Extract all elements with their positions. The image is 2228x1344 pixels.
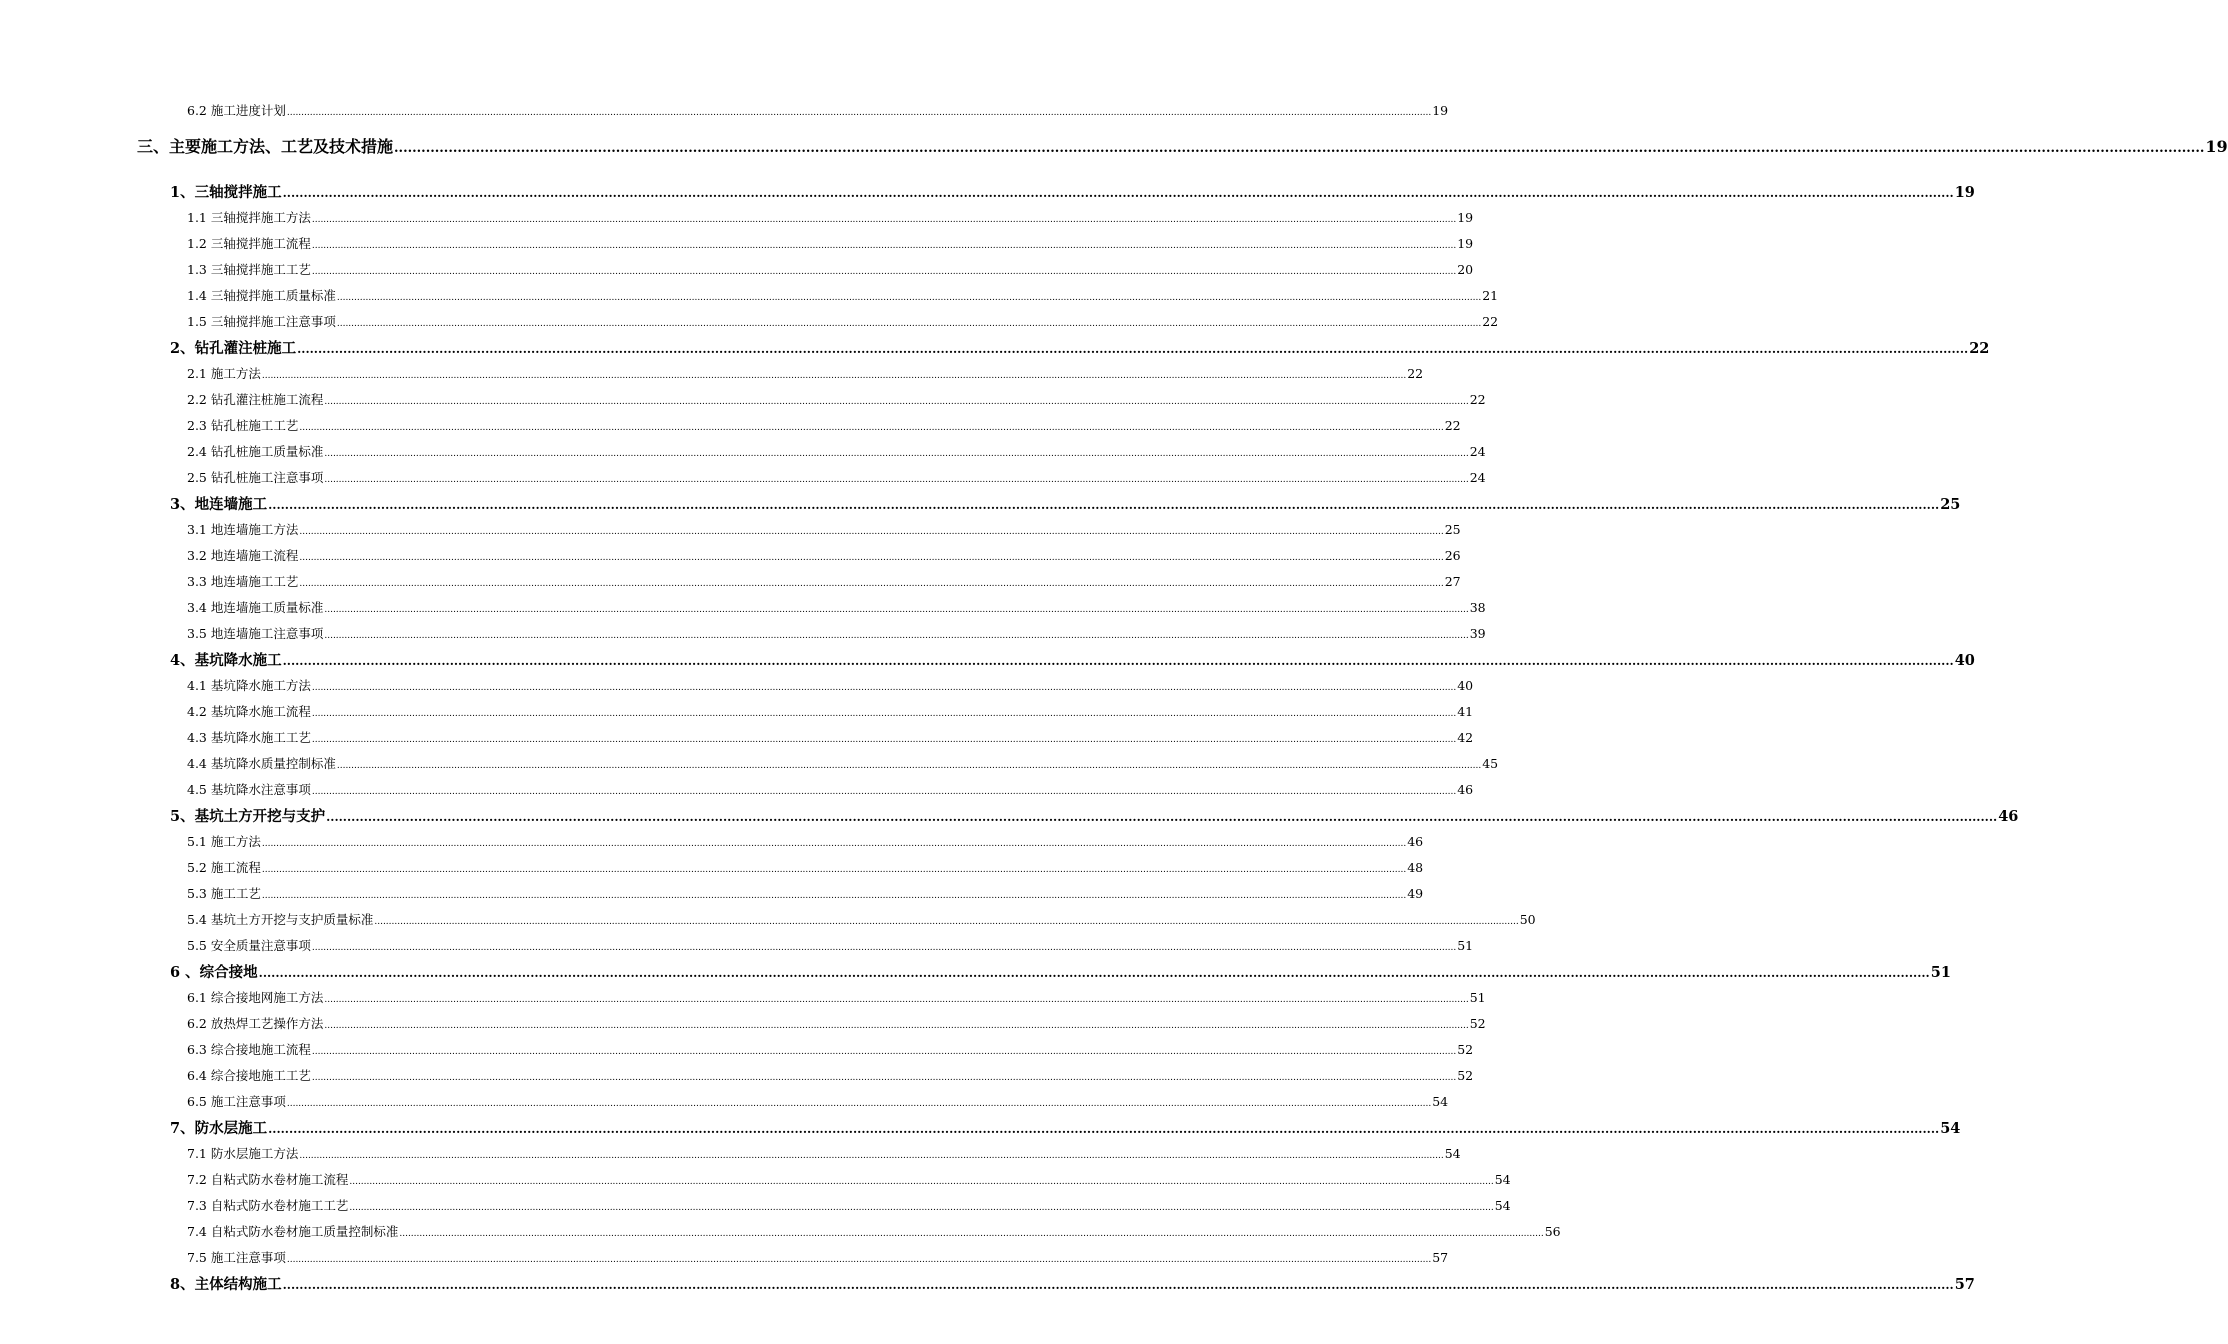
dot-leader: ................................................................................................................................................................................................................................................................................................................................................................................................................ xyxy=(311,787,1457,797)
toc-page-number: 46 xyxy=(1407,834,1424,849)
toc-subsection[interactable] xyxy=(187,208,1474,226)
toc-page-number: 54 xyxy=(1444,1146,1461,1161)
toc-section[interactable] xyxy=(170,805,2019,826)
dot-leader: ................................................................................................................................................................................................................................................................................................................................................................................................................ xyxy=(261,839,1407,849)
toc-page-number: 38 xyxy=(1469,600,1486,615)
toc-page-number: 19 xyxy=(1457,236,1474,251)
toc-subsection[interactable] xyxy=(187,780,1474,798)
toc-page-number: 19 xyxy=(1954,184,1975,201)
toc-subsection[interactable] xyxy=(187,988,1486,1006)
dot-leader: ................................................................................................................................................................................................................................................................................................................................................................................................................ xyxy=(286,108,1432,118)
toc-entry-title: 4.2 基坑降水施工流程 xyxy=(187,704,311,719)
dot-leader: ................................................................................................................................................................................................................................................................................................................................................................................................................ xyxy=(299,553,1444,563)
dot-leader: ................................................................................................................................................................................................................................................................................................................................................................................................................ xyxy=(258,966,1930,980)
toc-entry-title: 5.1 施工方法 xyxy=(187,834,261,849)
dot-leader: ................................................................................................................................................................................................................................................................................................................................................................................................................ xyxy=(324,631,1469,641)
toc-entry-title: 3.4 地连墙施工质量标准 xyxy=(187,600,324,615)
toc-subsection[interactable] xyxy=(187,520,1461,538)
toc-subsection[interactable] xyxy=(187,1092,1449,1110)
toc-page-number: 25 xyxy=(1444,522,1461,537)
toc-page-number: 22 xyxy=(1444,418,1461,433)
toc-entry-title: 2、钻孔灌注桩施工 xyxy=(170,340,297,357)
toc-section[interactable] xyxy=(170,1117,1961,1138)
toc-page-number: 54 xyxy=(1940,1120,1961,1137)
toc-entry-title: 1.1 三轴搅拌施工方法 xyxy=(187,210,311,225)
toc-entry-title: 2.2 钻孔灌注桩施工流程 xyxy=(187,392,324,407)
toc-page-number: 26 xyxy=(1444,548,1461,563)
dot-leader: ................................................................................................................................................................................................................................................................................................................................................................................................................ xyxy=(311,267,1457,277)
toc-page-number: 42 xyxy=(1457,730,1474,745)
toc-entry-title: 2.5 钻孔桩施工注意事项 xyxy=(187,470,324,485)
toc-section[interactable] xyxy=(170,649,1975,670)
dot-leader: ................................................................................................................................................................................................................................................................................................................................................................................................................ xyxy=(311,215,1457,225)
dot-leader: ................................................................................................................................................................................................................................................................................................................................................................................................................ xyxy=(286,1255,1432,1265)
dot-leader: ................................................................................................................................................................................................................................................................................................................................................................................................................ xyxy=(324,449,1469,459)
dot-leader: ................................................................................................................................................................................................................................................................................................................................................................................................................ xyxy=(299,1151,1444,1161)
toc-page-number: 19 xyxy=(2205,137,2228,156)
toc-entry-title: 7、防水层施工 xyxy=(170,1120,268,1137)
toc-entry-title: 7.3 自粘式防水卷材施工工艺 xyxy=(187,1198,349,1213)
toc-subsection[interactable] xyxy=(187,1170,1511,1188)
toc-entry-title: 3.2 地连墙施工流程 xyxy=(187,548,299,563)
dot-leader: ................................................................................................................................................................................................................................................................................................................................................................................................................ xyxy=(297,342,1969,356)
toc-subsection[interactable] xyxy=(187,416,1461,434)
toc-entry-title: 6.5 施工注意事项 xyxy=(187,1094,286,1109)
toc-entry-title: 7.4 自粘式防水卷材施工质量控制标准 xyxy=(187,1224,399,1239)
toc-page-number: 40 xyxy=(1954,652,1975,669)
toc-page-number: 24 xyxy=(1469,444,1486,459)
dot-leader: ................................................................................................................................................................................................................................................................................................................................................................................................................ xyxy=(349,1203,1494,1213)
toc-page-number: 56 xyxy=(1544,1224,1561,1239)
toc-entry-title: 4.1 基坑降水施工方法 xyxy=(187,678,311,693)
dot-leader: ................................................................................................................................................................................................................................................................................................................................................................................................................ xyxy=(349,1177,1494,1187)
toc-page-number: 51 xyxy=(1457,938,1474,953)
toc-page-number: 46 xyxy=(1998,808,2019,825)
toc-entry-title: 5.4 基坑土方开挖与支护质量标准 xyxy=(187,912,374,927)
toc-page-number: 22 xyxy=(1407,366,1424,381)
toc-subsection[interactable] xyxy=(187,286,1499,304)
toc-chapter[interactable] xyxy=(137,134,2228,157)
toc-entry-title: 3.1 地连墙施工方法 xyxy=(187,522,299,537)
toc-page-number: 19 xyxy=(1457,210,1474,225)
toc-page-number: 52 xyxy=(1457,1042,1474,1057)
dot-leader: ................................................................................................................................................................................................................................................................................................................................................................................................................ xyxy=(336,319,1482,329)
dot-leader: ................................................................................................................................................................................................................................................................................................................................................................................................................ xyxy=(299,579,1444,589)
toc-entry-title: 2.1 施工方法 xyxy=(187,366,261,381)
toc-subsection[interactable] xyxy=(187,1144,1461,1162)
toc-page-number: 41 xyxy=(1457,704,1474,719)
dot-leader: ................................................................................................................................................................................................................................................................................................................................................................................................................ xyxy=(261,891,1407,901)
toc-subsection[interactable] xyxy=(187,1196,1511,1214)
toc-subsection[interactable] xyxy=(187,101,1449,119)
toc-subsection[interactable] xyxy=(187,1248,1449,1266)
toc-page-number: 57 xyxy=(1432,1250,1449,1265)
toc-entry-title: 6.3 综合接地施工流程 xyxy=(187,1042,311,1057)
toc-entry-title: 5.2 施工流程 xyxy=(187,860,261,875)
toc-page-number: 54 xyxy=(1494,1198,1511,1213)
toc-subsection[interactable] xyxy=(187,728,1474,746)
toc-page-number: 46 xyxy=(1457,782,1474,797)
toc-subsection[interactable] xyxy=(187,884,1424,902)
dot-leader: ................................................................................................................................................................................................................................................................................................................................................................................................................ xyxy=(336,761,1482,771)
toc-entry-title: 3.3 地连墙施工工艺 xyxy=(187,574,299,589)
toc-subsection[interactable] xyxy=(187,936,1474,954)
toc-entry-title: 4、基坑降水施工 xyxy=(170,652,282,669)
toc-entry-title: 5、基坑土方开挖与支护 xyxy=(170,808,326,825)
toc-entry-title: 1、三轴搅拌施工 xyxy=(170,184,282,201)
toc-entry-title: 6.2 施工进度计划 xyxy=(187,103,286,118)
toc-subsection[interactable] xyxy=(187,546,1461,564)
toc-subsection[interactable] xyxy=(187,1222,1561,1240)
toc-entry-title: 三、主要施工方法、工艺及技术措施 xyxy=(137,137,394,156)
toc-subsection[interactable] xyxy=(187,234,1474,252)
dot-leader: ................................................................................................................................................................................................................................................................................................................................................................................................................ xyxy=(311,683,1457,693)
toc-subsection[interactable] xyxy=(187,702,1474,720)
toc-entry-title: 3.5 地连墙施工注意事项 xyxy=(187,626,324,641)
toc-entry-title: 1.5 三轴搅拌施工注意事项 xyxy=(187,314,336,329)
toc-subsection[interactable] xyxy=(187,390,1486,408)
toc-page-number: 21 xyxy=(1482,288,1499,303)
toc-page-number: 52 xyxy=(1469,1016,1486,1031)
toc-subsection[interactable] xyxy=(187,364,1424,382)
dot-leader: ................................................................................................................................................................................................................................................................................................................................................................................................................ xyxy=(299,527,1444,537)
dot-leader: ................................................................................................................................................................................................................................................................................................................................................................................................................ xyxy=(374,917,1519,927)
dot-leader: ................................................................................................................................................................................................................................................................................................................................................................................................................ xyxy=(282,1278,1954,1292)
dot-leader: ................................................................................................................................................................................................................................................................................................................................................................................................................ xyxy=(311,1073,1457,1083)
toc-section[interactable] xyxy=(170,337,1990,358)
toc-page-number: 24 xyxy=(1469,470,1486,485)
dot-leader: ................................................................................................................................................................................................................................................................................................................................................................................................................ xyxy=(336,293,1482,303)
toc-page-number: 54 xyxy=(1432,1094,1449,1109)
toc-subsection[interactable] xyxy=(187,312,1499,330)
toc-subsection[interactable] xyxy=(187,598,1486,616)
toc-entry-title: 5.5 安全质量注意事项 xyxy=(187,938,311,953)
toc-entry-title: 7.1 防水层施工方法 xyxy=(187,1146,299,1161)
toc-entry-title: 1.3 三轴搅拌施工工艺 xyxy=(187,262,311,277)
toc-subsection[interactable] xyxy=(187,1066,1474,1084)
toc-subsection[interactable] xyxy=(187,1014,1486,1032)
dot-leader: ................................................................................................................................................................................................................................................................................................................................................................................................................ xyxy=(324,475,1469,485)
toc-subsection[interactable] xyxy=(187,676,1474,694)
toc-page-number: 57 xyxy=(1954,1276,1975,1293)
toc-entry-title: 5.3 施工工艺 xyxy=(187,886,261,901)
toc-page-number: 52 xyxy=(1457,1068,1474,1083)
toc-entry-title: 7.5 施工注意事项 xyxy=(187,1250,286,1265)
toc-subsection[interactable] xyxy=(187,754,1499,772)
toc-subsection[interactable] xyxy=(187,442,1486,460)
dot-leader: ................................................................................................................................................................................................................................................................................................................................................................................................................ xyxy=(311,735,1457,745)
toc-page-number: 51 xyxy=(1469,990,1486,1005)
dot-leader: ................................................................................................................................................................................................................................................................................................................................................................................................................ xyxy=(282,654,1954,668)
toc-subsection[interactable] xyxy=(187,832,1424,850)
toc-page-number: 40 xyxy=(1457,678,1474,693)
dot-leader: ................................................................................................................................................................................................................................................................................................................................................................................................................ xyxy=(326,810,1998,824)
toc-subsection[interactable] xyxy=(187,858,1424,876)
dot-leader: ................................................................................................................................................................................................................................................................................................................................................................................................................ xyxy=(324,1021,1469,1031)
toc-page-number: 25 xyxy=(1940,496,1961,513)
toc-subsection[interactable] xyxy=(187,468,1486,486)
dot-leader: ................................................................................................................................................................................................................................................................................................................................................................................................................ xyxy=(311,709,1457,719)
toc-page-number: 39 xyxy=(1469,626,1486,641)
dot-leader: ................................................................................................................................................................................................................................................................................................................................................................................................................ xyxy=(261,371,1407,381)
dot-leader: ................................................................................................................................................................................................................................................................................................................................................................................................................ xyxy=(268,1122,1940,1136)
toc-section[interactable] xyxy=(170,961,1951,982)
toc-entry-title: 6.4 综合接地施工工艺 xyxy=(187,1068,311,1083)
dot-leader: ................................................................................................................................................................................................................................................................................................................................................................................................................ xyxy=(311,943,1457,953)
toc-entry-title: 3、地连墙施工 xyxy=(170,496,268,513)
dot-leader: ................................................................................................................................................................................................................................................................................................................................................................................................................ xyxy=(282,186,1954,200)
toc-subsection[interactable] xyxy=(187,624,1486,642)
toc-entry-title: 6.1 综合接地网施工方法 xyxy=(187,990,324,1005)
toc-entry-title: 6 、综合接地 xyxy=(170,964,258,981)
dot-leader: ................................................................................................................................................................................................................................................................................................................................................................................................................ xyxy=(324,397,1469,407)
toc-subsection[interactable] xyxy=(187,260,1474,278)
toc-entry-title: 1.4 三轴搅拌施工质量标准 xyxy=(187,288,336,303)
toc-entry-title: 2.3 钻孔桩施工工艺 xyxy=(187,418,299,433)
toc-subsection[interactable] xyxy=(187,572,1461,590)
toc-page-number: 51 xyxy=(1930,964,1951,981)
dot-leader: ................................................................................................................................................................................................................................................................................................................................................................................................................ xyxy=(311,241,1457,251)
toc-page-number: 22 xyxy=(1969,340,1990,357)
toc-entry-title: 1.2 三轴搅拌施工流程 xyxy=(187,236,311,251)
toc-page-number: 19 xyxy=(1432,103,1449,118)
dot-leader: ................................................................................................................................................................................................................................................................................................................................................................................................................ xyxy=(324,995,1469,1005)
toc-entry-title: 7.2 自粘式防水卷材施工流程 xyxy=(187,1172,349,1187)
dot-leader: ................................................................................................................................................................................................................................................................................................................................................................................................................ xyxy=(324,605,1469,615)
toc-page-number: 49 xyxy=(1407,886,1424,901)
dot-leader: ................................................................................................................................................................................................................................................................................................................................................................................................................ xyxy=(261,865,1407,875)
dot-leader: ................................................................................................................................................................................................................................................................................................................................................................................................................ xyxy=(268,498,1940,512)
toc-page-number: 50 xyxy=(1519,912,1536,927)
toc-entry-title: 4.3 基坑降水施工工艺 xyxy=(187,730,311,745)
toc-entry-title: 6.2 放热焊工艺操作方法 xyxy=(187,1016,324,1031)
toc-subsection[interactable] xyxy=(187,910,1536,928)
toc-page-number: 22 xyxy=(1469,392,1486,407)
toc-page-number: 20 xyxy=(1457,262,1474,277)
toc-entry-title: 4.5 基坑降水注意事项 xyxy=(187,782,311,797)
dot-leader: ................................................................................................................................................................................................................................................................................................................................................................................................................ xyxy=(311,1047,1457,1057)
dot-leader: ................................................................................................................................................................................................................................................................................................................................................................................................................ xyxy=(286,1099,1432,1109)
toc-page-number: 45 xyxy=(1482,756,1499,771)
toc-page-number: 48 xyxy=(1407,860,1424,875)
toc-page-number: 22 xyxy=(1482,314,1499,329)
toc-page-number: 27 xyxy=(1444,574,1461,589)
toc-section[interactable] xyxy=(170,1273,1975,1294)
dot-leader: ................................................................................................................................................................................................................................................................................................................................................................................................................ xyxy=(394,141,2205,156)
dot-leader: ................................................................................................................................................................................................................................................................................................................................................................................................................ xyxy=(299,423,1444,433)
toc-page-number: 54 xyxy=(1494,1172,1511,1187)
toc-section[interactable] xyxy=(170,181,1975,202)
toc-subsection[interactable] xyxy=(187,1040,1474,1058)
toc-entry-title: 8、主体结构施工 xyxy=(170,1276,282,1293)
toc-entry-title: 2.4 钻孔桩施工质量标准 xyxy=(187,444,324,459)
toc-section[interactable] xyxy=(170,493,1961,514)
toc-entry-title: 4.4 基坑降水质量控制标准 xyxy=(187,756,336,771)
dot-leader: ................................................................................................................................................................................................................................................................................................................................................................................................................ xyxy=(399,1229,1544,1239)
